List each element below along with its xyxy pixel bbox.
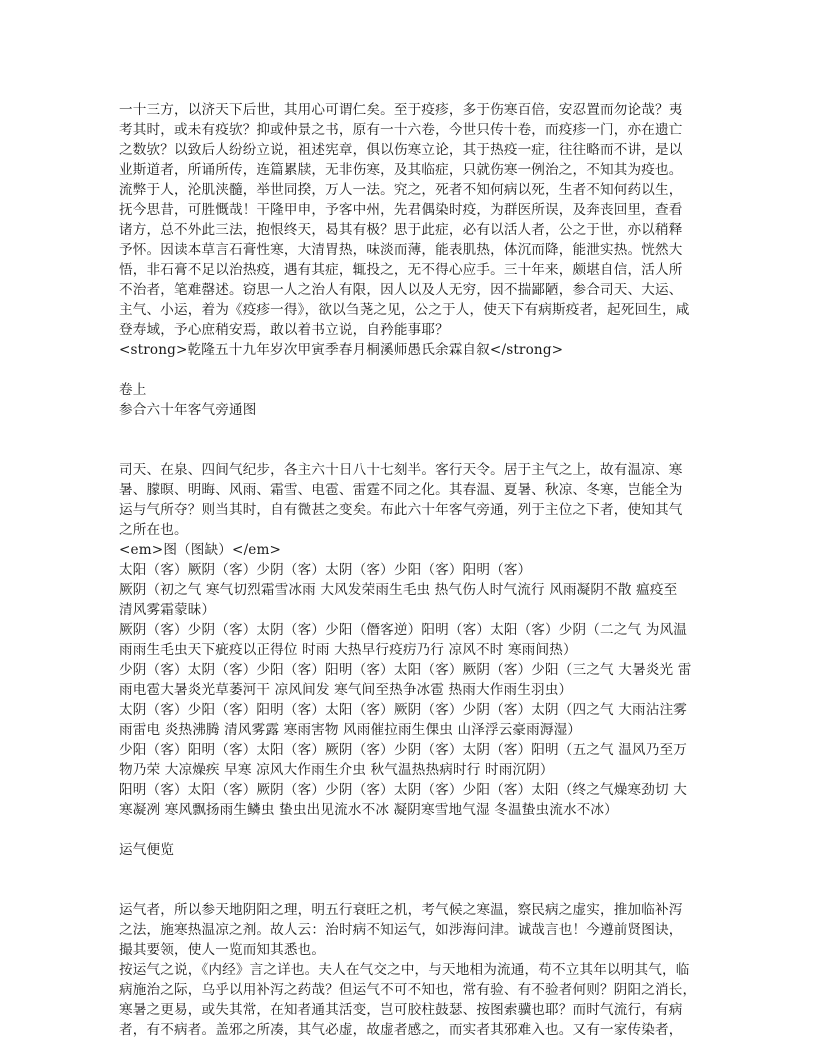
table-line-5: 雨雨生毛虫天下疵疫以正得位 时雨 大热早行疫疠乃行 凉风不时 寒雨间热） [119,642,577,658]
preface-line-2: 考其时，或未有疫欤？抑或仲景之书，原有一十六卷，今世只传十卷，而疫疹一门，亦在遗亡 [119,122,683,138]
table-line-1: 太阳（客）厥阴（客）少阴（客）太阴（客）少阳（客）阳明（客） [119,562,532,578]
preface-line-7: 诸方，总不外此三法，抱恨终天，曷其有极？思于此症，必有以活人者，公之于世，亦以稍释 [119,222,683,238]
table-line-13: 寒凝冽 寒风飘扬雨生鳞虫 蛰虫出见流水不冰 凝阴寒雪地气湿 冬温蛰虫流水不冰） [119,802,618,818]
table-line-11: 物乃荣 大凉燥疾 早寒 凉风大作雨生介虫 秋气温热热病时行 时雨沉阴） [119,762,554,778]
yunqi-line-3: 撮其要领，使人一览而知其悉也。 [119,942,326,958]
preface-line-3: 之数欤？以致后人纷纷立说，祖述宪章，俱以伤寒立论，其于热疫一症，往往略而不讲，是以 [119,142,683,158]
yunqi-line-5: 病施治之际，乌乎以用补泻之药哉？但运气不可不知也，常有验、有不验者何则？阴阳之消长， [119,982,697,998]
preface-line-1: 一十三方，以济天下后世，其用心可谓仁矣。至于疫疹，多于伤寒百倍，安忍置而勿论哉？夷 [119,102,683,118]
table-line-2: 厥阴（初之气 寒气切烈霜雪冰雨 大风发荣雨生毛虫 热气伤人时气流行 风雨凝阴不散 瘟疫至 [119,582,678,598]
yunqi-title: 运气便览 [119,842,174,858]
preface-line-6: 抚今思昔，可胜慨哉！干隆甲申，予客中州，先君偶染时疫，为群医所误，及奔丧回里，查看 [119,202,683,218]
preface-line-11: 主气、小运，着为《疫疹一得》，欲以刍荛之见，公之于人，使天下有病斯疫者，起死回生，咸 [119,302,690,318]
yunqi-line-2: 之法，施寒热温凉之剂。故人云：治时病不知运气，如涉海问津。诚哉言也！今遵前贤图诀， [119,922,683,938]
table-line-10: 少阳（客）阳明（客）太阳（客）厥阴（客）少阴（客）太阴（客）阳明（五之气 温风乃至万 [119,742,687,758]
table-line-3: 清风雾霜蒙昧） [119,602,216,618]
table-line-4: 厥阴（客）少阴（客）太阴（客）少阳（僭客逆）阳明（客）太阳（客）少阴（二之气 为风温 [119,622,687,638]
section-title: 参合六十年客气旁通图 [119,402,257,418]
intro-line-2: 暑、朦暝、明晦、风雨、霜雪、电雹、雷霆不同之化。其春温、夏暑、秋凉、冬寒，岂能全为 [119,482,683,498]
table-line-6: 少阴（客）太阴（客）少阳（客）阳明（客）太阳（客）厥阴（客）少阳（三之气 大暑炎光 雷 [119,662,692,678]
preface-line-5: 流弊于人，沦肌浃髓，举世同揆，万人一法。究之，死者不知何病以死，生者不知何药以生， [119,182,683,198]
yunqi-line-1: 运气者，所以参天地阴阳之理，明五行衰旺之机，考气候之寒温，察民病之虚实，推加临补泻 [119,902,683,918]
figure-note: <em>图（图缺）</em> [119,542,282,558]
juan-label: 卷上 [119,382,147,398]
intro-line-4: 之所在也。 [119,522,188,538]
yunqi-line-4: 按运气之说，《内经》言之详也。夫人在气交之中，与天地相为流通，苟不立其年以明其气，临 [119,962,690,978]
preface-signature: <strong>乾隆五十九年岁次甲寅季春月桐溪师愚氏余霖自叙</strong> [119,342,564,358]
table-line-9: 雨雷电 炎热沸腾 清风雾露 寒雨害物 风雨催拉雨生倮虫 山泽浮云豪雨溽湿） [119,722,582,738]
table-line-8: 太阴（客）少阳（客）阳明（客）太阳（客）厥阴（客）少阴（客）太阴（四之气 大雨沾注雾 [119,702,687,718]
yunqi-line-6: 寒暑之更易，或失其常，在知者通其活变，岂可胶柱鼓瑟、按图索骥也耶？而时气流行，有病 [119,1002,683,1018]
preface-line-10: 不治者，笔难罄述。窃思一人之治人有限，因人以及人无穷，因不揣鄙陋，参合司天、大运、 [119,282,683,298]
yunqi-line-7: 者，有不病者。盖邪之所凑，其气必虚，故虚者感之，而实者其邪难入也。又有一家传染者， [119,1022,683,1038]
intro-line-1: 司天、在泉、四间气纪步，各主六十日八十七刻半。客行天令。居于主气之上，故有温凉、寒 [119,462,683,478]
intro-line-3: 运与气所夺？则当其时，自有微甚之变矣。布此六十年客气旁通，列于主位之下者，使知其气 [119,502,683,518]
preface-line-4: 业斯道者，所诵所传，连篇累牍，无非伤寒，及其临症，只就伤寒一例治之，不知其为疫也。 [119,162,683,178]
preface-line-9: 悟，非石膏不足以治热疫，遇有其症，辄投之，无不得心应手。三十年来，颇堪自信，活人所 [119,262,683,278]
preface-line-12: 登寿域，予心庶稍安焉，敢以着书立说，自矜能事耶？ [119,322,449,338]
table-line-12: 阳明（客）太阳（客）厥阴（客）少阴（客）太阴（客）少阳（客）太阳（终之气燥寒劲切 大 [119,782,687,798]
preface-line-8: 予怀。因读本草言石膏性寒，大清胃热，味淡而薄，能表肌热，体沉而降，能泄实热。恍然大 [119,242,683,258]
table-line-7: 雨电雹大暑炎光草萎河干 凉风间发 寒气间至热争冰雹 热雨大作雨生羽虫） [119,682,573,698]
